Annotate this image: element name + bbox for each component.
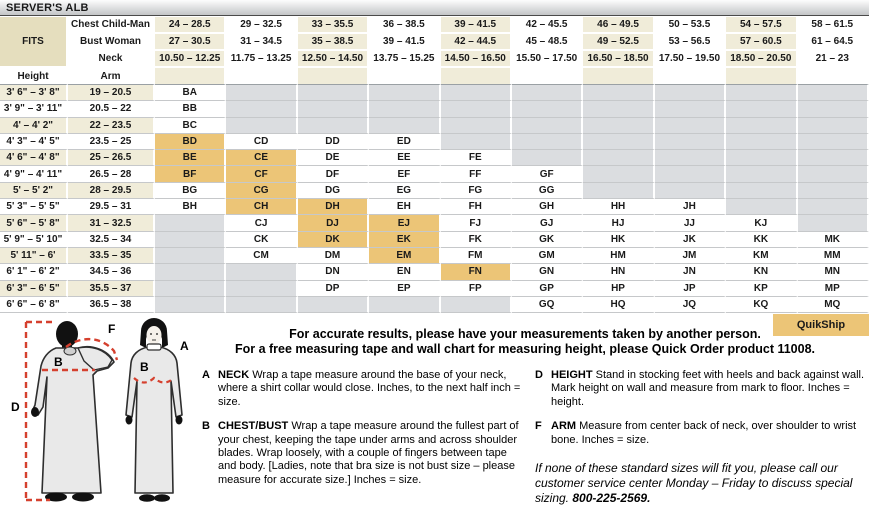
size-code-cell: KJ bbox=[726, 215, 797, 231]
measurement-figures bbox=[4, 317, 196, 509]
empty-cell bbox=[226, 101, 297, 117]
size-code-cell: CD bbox=[226, 134, 297, 150]
height-range-cell: 5' 9" – 5' 10" bbox=[0, 232, 68, 248]
header-range-value: 12.50 – 14.50 bbox=[298, 51, 369, 68]
header-range-value: 21 – 23 bbox=[798, 51, 869, 68]
height-range-cell: 4' 9" – 4' 11" bbox=[0, 166, 68, 182]
size-code-cell: FK bbox=[441, 232, 512, 248]
empty-cell bbox=[798, 85, 869, 101]
empty-cell bbox=[441, 101, 512, 117]
empty-cell bbox=[512, 118, 583, 134]
table-row bbox=[0, 85, 869, 101]
header-range-value: 24 – 28.5 bbox=[155, 17, 226, 34]
figure-label-b-front: B bbox=[140, 360, 149, 374]
empty-cell bbox=[655, 118, 726, 134]
size-code-cell: EN bbox=[369, 264, 440, 280]
fits-label: FITS bbox=[0, 17, 68, 68]
empty-cell bbox=[798, 166, 869, 182]
arm-range-cell: 19 – 20.5 bbox=[68, 85, 155, 101]
height-range-cell: 5' 11" – 6' bbox=[0, 248, 68, 264]
table-row bbox=[0, 264, 869, 280]
arm-range-cell: 32.5 – 34 bbox=[68, 232, 155, 248]
size-code-cell: DP bbox=[298, 281, 369, 297]
header-spacer-cell bbox=[298, 68, 369, 85]
header-range-value: 39 – 41.5 bbox=[369, 34, 440, 51]
header-range-value: 11.75 – 13.25 bbox=[226, 51, 297, 68]
empty-cell bbox=[369, 297, 440, 313]
size-code-cell-quikship: EJ bbox=[369, 215, 440, 231]
size-code-cell-quikship: EK bbox=[369, 232, 440, 248]
arm-column-label: Arm bbox=[68, 68, 155, 85]
header-spacer-cell bbox=[583, 68, 654, 85]
size-code-cell-quikship: DH bbox=[298, 199, 369, 215]
header-spacer-cell bbox=[726, 68, 797, 85]
empty-cell bbox=[226, 118, 297, 134]
table-row bbox=[0, 118, 869, 134]
front-figure bbox=[126, 318, 190, 502]
size-code-cell: KP bbox=[726, 281, 797, 297]
arm-range-cell: 20.5 – 22 bbox=[68, 101, 155, 117]
height-range-cell: 3' 6" – 3' 8" bbox=[0, 85, 68, 101]
empty-cell bbox=[155, 297, 226, 313]
size-code-cell-quikship: DJ bbox=[298, 215, 369, 231]
header-range-value: 46 – 49.5 bbox=[583, 17, 654, 34]
size-code-cell: JK bbox=[655, 232, 726, 248]
empty-cell bbox=[726, 150, 797, 166]
size-code-cell-quikship: FN bbox=[441, 264, 512, 280]
back-figure bbox=[11, 321, 117, 502]
size-code-cell-quikship: CH bbox=[226, 199, 297, 215]
arm-range-cell: 35.5 – 37 bbox=[68, 281, 155, 297]
empty-cell bbox=[726, 134, 797, 150]
empty-cell bbox=[583, 134, 654, 150]
empty-cell bbox=[726, 199, 797, 215]
header-range-value: 29 – 32.5 bbox=[226, 17, 297, 34]
size-code-cell-quikship: EM bbox=[369, 248, 440, 264]
intro-line-1: For accurate results, please have your measurements taken by another person. bbox=[289, 327, 761, 341]
customer-service-phone: 800-225-2569. bbox=[572, 491, 651, 506]
empty-cell bbox=[798, 118, 869, 134]
size-code-cell-quikship: DK bbox=[298, 232, 369, 248]
arm-range-cell: 28 – 29.5 bbox=[68, 183, 155, 199]
arm-range-cell: 23.5 – 25 bbox=[68, 134, 155, 150]
instructions-left-column bbox=[202, 369, 524, 498]
size-code-cell: EP bbox=[369, 281, 440, 297]
size-code-cell: FM bbox=[441, 248, 512, 264]
arm-range-cell: 26.5 – 28 bbox=[68, 166, 155, 182]
header-range-value: 53 – 56.5 bbox=[655, 34, 726, 51]
height-range-cell: 6' 1" – 6' 2" bbox=[0, 264, 68, 280]
instruction-term: NECK bbox=[218, 369, 250, 381]
size-code-cell: HP bbox=[583, 281, 654, 297]
header-spacer-cell bbox=[512, 68, 583, 85]
header-range-value: 10.50 – 12.25 bbox=[155, 51, 226, 68]
empty-cell bbox=[726, 101, 797, 117]
size-code-cell-quikship: BF bbox=[155, 166, 226, 182]
height-range-cell: 6' 6" – 6' 8" bbox=[0, 297, 68, 313]
empty-cell bbox=[369, 118, 440, 134]
size-code-cell: KM bbox=[726, 248, 797, 264]
header-range-value: 33 – 35.5 bbox=[298, 17, 369, 34]
empty-cell bbox=[226, 297, 297, 313]
size-code-cell: JM bbox=[655, 248, 726, 264]
header-range-value: 31 – 34.5 bbox=[226, 34, 297, 51]
table-row bbox=[0, 232, 869, 248]
arm-range-cell: 36.5 – 38 bbox=[68, 297, 155, 313]
height-range-cell: 4' 3" – 4' 5" bbox=[0, 134, 68, 150]
arm-range-cell: 29.5 – 31 bbox=[68, 199, 155, 215]
intro-line-2: For a free measuring tape and wall chart for measuring height, please Quick Order product 11008. bbox=[234, 342, 816, 356]
size-code-cell: EE bbox=[369, 150, 440, 166]
arm-range-cell: 25 – 26.5 bbox=[68, 150, 155, 166]
size-code-cell: DD bbox=[298, 134, 369, 150]
empty-cell bbox=[655, 101, 726, 117]
empty-cell bbox=[441, 85, 512, 101]
size-code-cell: JH bbox=[655, 199, 726, 215]
size-code-cell: MP bbox=[798, 281, 869, 297]
header-spacer-cell bbox=[798, 68, 869, 85]
instruction-letter: D bbox=[535, 369, 543, 381]
empty-cell bbox=[512, 134, 583, 150]
header-row-label: Bust Woman bbox=[68, 34, 155, 51]
empty-cell bbox=[798, 134, 869, 150]
instruction-arm bbox=[535, 420, 865, 447]
header-range-value: 58 – 61.5 bbox=[798, 17, 869, 34]
empty-cell bbox=[726, 85, 797, 101]
empty-cell bbox=[298, 118, 369, 134]
header-range-value: 16.50 – 18.50 bbox=[583, 51, 654, 68]
empty-cell bbox=[155, 264, 226, 280]
instruction-height bbox=[535, 369, 865, 409]
table-row bbox=[0, 166, 869, 182]
height-column-label: Height bbox=[0, 68, 68, 85]
height-range-cell: 5' 6" – 5' 8" bbox=[0, 215, 68, 231]
instruction-term: ARM bbox=[551, 420, 577, 433]
table-row bbox=[0, 134, 869, 150]
instruction-letter: B bbox=[202, 420, 210, 433]
size-code-cell: GK bbox=[512, 232, 583, 248]
size-code-cell-quikship: CF bbox=[226, 166, 297, 182]
size-code-cell: GJ bbox=[512, 215, 583, 231]
page-title: SERVER'S ALB bbox=[0, 0, 869, 16]
header-spacer-cell bbox=[369, 68, 440, 85]
height-range-cell: 3' 9" – 3' 11" bbox=[0, 101, 68, 117]
header-spacer-cell bbox=[155, 68, 226, 85]
header-range-value: 15.50 – 17.50 bbox=[512, 51, 583, 68]
empty-cell bbox=[655, 85, 726, 101]
size-code-cell: HQ bbox=[583, 297, 654, 313]
empty-cell bbox=[798, 150, 869, 166]
size-code-cell-quikship: BE bbox=[155, 150, 226, 166]
empty-cell bbox=[369, 101, 440, 117]
empty-cell bbox=[512, 101, 583, 117]
size-code-cell: EG bbox=[369, 183, 440, 199]
size-code-cell: FE bbox=[441, 150, 512, 166]
size-code-cell: BC bbox=[155, 118, 226, 134]
empty-cell bbox=[226, 281, 297, 297]
instruction-term: HEIGHT bbox=[551, 369, 593, 381]
size-code-cell: MN bbox=[798, 264, 869, 280]
header-range-value: 17.50 – 19.50 bbox=[655, 51, 726, 68]
table-row bbox=[0, 101, 869, 117]
instruction-term: CHEST/BUST bbox=[218, 420, 289, 433]
header-range-value: 13.75 – 15.25 bbox=[369, 51, 440, 68]
size-code-cell: CM bbox=[226, 248, 297, 264]
size-code-cell-quikship: CE bbox=[226, 150, 297, 166]
empty-cell bbox=[155, 215, 226, 231]
size-code-cell: GF bbox=[512, 166, 583, 182]
instructions-right-column bbox=[535, 369, 865, 506]
size-code-cell: DN bbox=[298, 264, 369, 280]
header-range-value: 61 – 64.5 bbox=[798, 34, 869, 51]
empty-cell bbox=[583, 166, 654, 182]
empty-cell bbox=[441, 118, 512, 134]
table-row bbox=[0, 199, 869, 215]
empty-cell bbox=[155, 232, 226, 248]
size-code-cell: MM bbox=[798, 248, 869, 264]
size-code-cell: GP bbox=[512, 281, 583, 297]
empty-cell bbox=[298, 297, 369, 313]
instruction-text: Measure from center back of neck, over shoulder to wrist bone. Inches = size. bbox=[551, 420, 857, 446]
arm-range-cell: 34.5 – 36 bbox=[68, 264, 155, 280]
size-code-cell: JQ bbox=[655, 297, 726, 313]
size-code-cell: GG bbox=[512, 183, 583, 199]
size-code-cell: FP bbox=[441, 281, 512, 297]
empty-cell bbox=[655, 166, 726, 182]
header-range-value: 36 – 38.5 bbox=[369, 17, 440, 34]
empty-cell bbox=[583, 183, 654, 199]
size-table bbox=[0, 17, 869, 313]
empty-cell bbox=[798, 199, 869, 215]
intro-text bbox=[195, 327, 855, 357]
size-code-cell: ED bbox=[369, 134, 440, 150]
size-code-cell: DE bbox=[298, 150, 369, 166]
empty-cell bbox=[655, 134, 726, 150]
table-row bbox=[0, 281, 869, 297]
size-code-cell: FH bbox=[441, 199, 512, 215]
header-range-value: 14.50 – 16.50 bbox=[441, 51, 512, 68]
height-range-cell: 4' 6" – 4' 8" bbox=[0, 150, 68, 166]
size-table-body bbox=[0, 17, 869, 313]
size-code-cell-quikship: CG bbox=[226, 183, 297, 199]
size-code-cell: FF bbox=[441, 166, 512, 182]
header-range-value: 49 – 52.5 bbox=[583, 34, 654, 51]
instruction-letter: F bbox=[535, 420, 542, 433]
size-code-cell: JN bbox=[655, 264, 726, 280]
header-range-value: 27 – 30.5 bbox=[155, 34, 226, 51]
empty-cell bbox=[298, 85, 369, 101]
size-code-cell: CJ bbox=[226, 215, 297, 231]
arm-range-cell: 22 – 23.5 bbox=[68, 118, 155, 134]
size-code-cell: HM bbox=[583, 248, 654, 264]
empty-cell bbox=[583, 85, 654, 101]
empty-cell bbox=[726, 183, 797, 199]
figure-label-a: A bbox=[180, 339, 189, 353]
size-code-cell: GN bbox=[512, 264, 583, 280]
empty-cell bbox=[726, 166, 797, 182]
size-code-cell: GM bbox=[512, 248, 583, 264]
size-code-cell: KQ bbox=[726, 297, 797, 313]
empty-cell bbox=[155, 248, 226, 264]
size-code-cell: JJ bbox=[655, 215, 726, 231]
table-row bbox=[0, 248, 869, 264]
header-spacer-cell bbox=[226, 68, 297, 85]
special-sizing-note bbox=[535, 461, 865, 506]
figure-label-b-back: B bbox=[54, 355, 63, 369]
size-code-cell: JP bbox=[655, 281, 726, 297]
empty-cell bbox=[369, 85, 440, 101]
size-code-cell: KN bbox=[726, 264, 797, 280]
height-range-cell: 5' – 5' 2" bbox=[0, 183, 68, 199]
table-row bbox=[0, 215, 869, 231]
table-row bbox=[0, 297, 869, 313]
header-range-value: 39 – 41.5 bbox=[441, 17, 512, 34]
empty-cell bbox=[512, 85, 583, 101]
header-range-value: 45 – 48.5 bbox=[512, 34, 583, 51]
empty-cell bbox=[155, 281, 226, 297]
size-code-cell: MQ bbox=[798, 297, 869, 313]
empty-cell bbox=[583, 118, 654, 134]
size-code-cell: EH bbox=[369, 199, 440, 215]
arm-range-cell: 33.5 – 35 bbox=[68, 248, 155, 264]
size-code-cell: EF bbox=[369, 166, 440, 182]
size-code-cell: HK bbox=[583, 232, 654, 248]
size-code-cell: HH bbox=[583, 199, 654, 215]
arm-range-cell: 31 – 32.5 bbox=[68, 215, 155, 231]
size-code-cell: BB bbox=[155, 101, 226, 117]
size-code-cell: DF bbox=[298, 166, 369, 182]
empty-cell bbox=[441, 297, 512, 313]
special-sizing-text: If none of these standard sizes will fit you, please call our customer service center Monday – Friday to discuss special sizing. bbox=[535, 461, 853, 506]
header-row-label: Chest Child-Man bbox=[68, 17, 155, 34]
size-code-cell: KK bbox=[726, 232, 797, 248]
table-row bbox=[0, 183, 869, 199]
size-code-cell: MK bbox=[798, 232, 869, 248]
header-range-value: 57 – 60.5 bbox=[726, 34, 797, 51]
size-code-cell: DM bbox=[298, 248, 369, 264]
empty-cell bbox=[441, 134, 512, 150]
size-code-cell-quikship: BD bbox=[155, 134, 226, 150]
size-code-cell: FJ bbox=[441, 215, 512, 231]
height-range-cell: 6' 3" – 6' 5" bbox=[0, 281, 68, 297]
size-code-cell: FG bbox=[441, 183, 512, 199]
empty-cell bbox=[655, 183, 726, 199]
empty-cell bbox=[655, 150, 726, 166]
header-spacer-cell bbox=[655, 68, 726, 85]
size-code-cell: DG bbox=[298, 183, 369, 199]
size-code-cell: BH bbox=[155, 199, 226, 215]
header-range-value: 35 – 38.5 bbox=[298, 34, 369, 51]
header-range-value: 50 – 53.5 bbox=[655, 17, 726, 34]
empty-cell bbox=[226, 264, 297, 280]
empty-cell bbox=[298, 101, 369, 117]
empty-cell bbox=[798, 183, 869, 199]
size-code-cell: HN bbox=[583, 264, 654, 280]
instruction-text: Stand in stocking feet with heels and back against wall. Mark height on wall and measure from mark to floor. Inches = height. bbox=[551, 369, 865, 408]
instruction-text: Wrap a tape measure around the base of your neck, where a shirt collar would close. Inches, to the next half inch = size. bbox=[218, 369, 521, 408]
quikship-badge: QuikShip bbox=[773, 314, 869, 336]
header-spacer-cell bbox=[441, 68, 512, 85]
empty-cell bbox=[583, 101, 654, 117]
header-row-label: Neck bbox=[68, 51, 155, 68]
size-code-cell: BA bbox=[155, 85, 226, 101]
size-code-cell: CK bbox=[226, 232, 297, 248]
instruction-letter: A bbox=[202, 369, 210, 381]
height-range-cell: 4' – 4' 2" bbox=[0, 118, 68, 134]
empty-cell bbox=[798, 101, 869, 117]
header-range-value: 54 – 57.5 bbox=[726, 17, 797, 34]
header-range-value: 42 – 44.5 bbox=[441, 34, 512, 51]
figure-label-d: D bbox=[11, 400, 20, 414]
instruction-chest-bust bbox=[202, 420, 524, 487]
instruction-neck bbox=[202, 369, 524, 409]
size-code-cell: GH bbox=[512, 199, 583, 215]
empty-cell bbox=[726, 118, 797, 134]
empty-cell bbox=[583, 150, 654, 166]
empty-cell bbox=[798, 215, 869, 231]
figure-label-f: F bbox=[108, 322, 116, 336]
table-row bbox=[0, 150, 869, 166]
size-code-cell: HJ bbox=[583, 215, 654, 231]
size-code-cell: BG bbox=[155, 183, 226, 199]
size-code-cell: GQ bbox=[512, 297, 583, 313]
empty-cell bbox=[226, 85, 297, 101]
height-range-cell: 5' 3" – 5' 5" bbox=[0, 199, 68, 215]
header-range-value: 18.50 – 20.50 bbox=[726, 51, 797, 68]
empty-cell bbox=[512, 150, 583, 166]
instruction-text: Wrap a tape measure around the fullest part of your chest, keeping the tape under arms and across shoulder blades. Wrap loosely, with a couple of fingers between tape and body. [Ladies, note that bra size is not bust size – please measure for accurate size.] Inches = size. bbox=[218, 420, 519, 486]
header-range-value: 42 – 45.5 bbox=[512, 17, 583, 34]
alb-figures-illustration bbox=[4, 317, 196, 509]
